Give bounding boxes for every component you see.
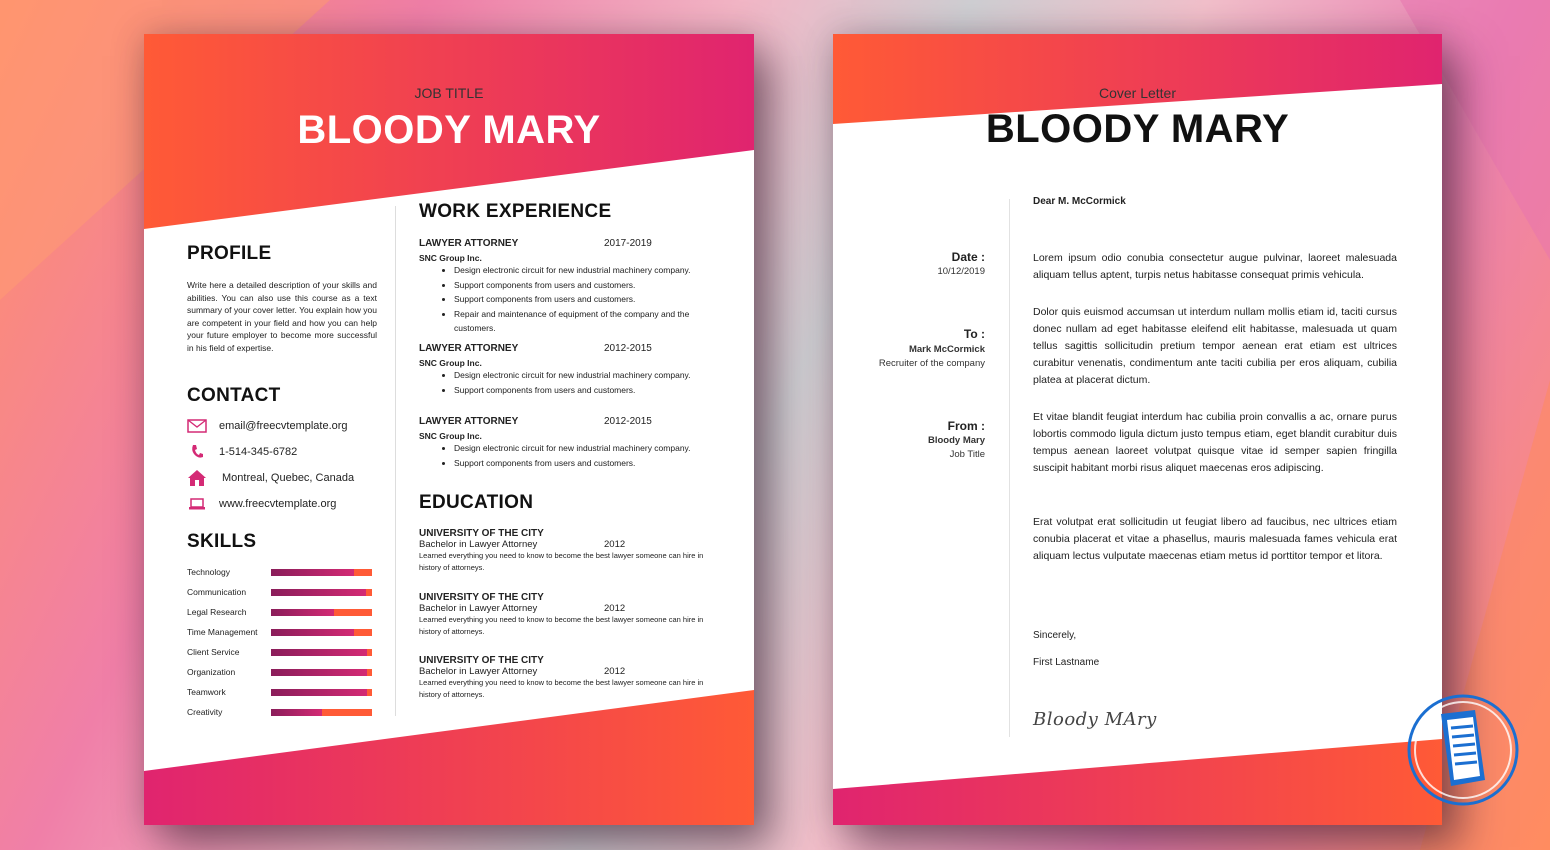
profile-text: Write here a detailed description of your skills and abilities. You can also use this course as a text summary of your cover letter. You explain how you are competent in your field and how you can help your future employer to become more successful in his field of expertise. [187, 280, 377, 353]
education-entry [419, 528, 719, 574]
edu-desc: Learned everything you need to know to become the best lawyer someone can hire in history of attorneys. [419, 678, 704, 699]
skill-bar [271, 609, 372, 616]
skill-bar-fill [271, 709, 322, 716]
salutation: Dear M. McCormick [1033, 196, 1126, 207]
phone-icon [187, 444, 207, 460]
skill-bar-fill [271, 669, 367, 676]
job-title: LAWYER ATTORNEY [419, 343, 519, 354]
skill-row [187, 642, 387, 662]
skills-heading: SKILLS [187, 531, 257, 552]
contact-email[interactable] [187, 416, 387, 436]
skill-bar [271, 669, 372, 676]
skill-label: Communication [187, 587, 247, 597]
date-label: Date : [951, 250, 985, 264]
contact-website[interactable] [187, 494, 387, 514]
skill-bar [271, 709, 372, 716]
job-years: 2017-2019 [604, 238, 652, 249]
skill-row [187, 602, 387, 622]
skill-label: Time Management [187, 627, 258, 637]
job-entry [419, 238, 729, 336]
work-heading: WORK EXPERIENCE [419, 201, 612, 222]
letter-paragraph: Et vitae blandit feugiat interdum hac cubilia proin convallis a ac, ornare purus lobortis commodo ligula dictum justo tempus etiam, eget blandit curabitur duis tempus aenean laoreet volutpat quisque vitae id semper sapien fringilla suscipit habitant morbi risus aliquet maecenas eros adipiscing. [1033, 411, 1397, 474]
to-name: Mark McCormick [908, 344, 985, 355]
edu-degree: Bachelor in Lawyer Attorney [419, 666, 538, 677]
skill-label: Organization [187, 667, 236, 677]
skill-bar [271, 589, 372, 596]
job-entry [419, 416, 729, 470]
skill-row [187, 622, 387, 642]
skill-row [187, 562, 387, 582]
job-title: JOB TITLE [414, 85, 484, 101]
job-bullet: • Support components from users and customers. [454, 383, 729, 398]
education-entry [419, 655, 719, 701]
document-logo-icon [1403, 690, 1523, 810]
resume-name: BLOODY MARY [297, 108, 601, 152]
skill-bar-fill [271, 609, 334, 616]
job-bullet: • Support components from users and customers. [454, 292, 729, 307]
skill-bar [271, 689, 372, 696]
column-divider [395, 206, 396, 716]
skill-bar-fill [271, 569, 354, 576]
edu-desc: Learned everything you need to know to become the best lawyer someone can hire in history of attorneys. [419, 615, 704, 636]
letter-paragraph: Lorem ipsum odio conubia consectetur augue pulvinar, laoreet malesuada aliquam tellus aptent, turpis netus habitasse consequat primis vehicula. [1033, 252, 1397, 281]
from-name: Bloody Mary [927, 435, 985, 446]
job-bullet: • Design electronic circuit for new industrial machinery company. [454, 368, 729, 383]
skills-list [187, 562, 387, 722]
letter-paragraph: Erat volutpat erat sollicitudin ut feugiat libero ad faucibus, nec ultrices etiam conubia placerat et vitae a phasellus, mauris malesuada fames vehicula erat aliquam lectus vulputate maecenas etiam metus id porttitor tempor et litora. [1033, 516, 1397, 562]
skill-bar-fill [271, 629, 354, 636]
skill-bar-fill [271, 649, 367, 656]
contact-text: email@freecvtemplate.org [219, 420, 348, 432]
skill-label: Creativity [187, 707, 223, 717]
contact-list [187, 416, 387, 514]
job-bullet: • Design electronic circuit for new industrial machinery company. [454, 263, 729, 278]
edu-school: UNIVERSITY OF THE CITY [419, 655, 544, 666]
date-value: 10/12/2019 [937, 266, 985, 277]
education-entry [419, 592, 719, 638]
job-years: 2012-2015 [604, 416, 652, 427]
skill-label: Legal Research [187, 607, 247, 617]
contact-phone[interactable] [187, 442, 387, 462]
from-role: Job Title [949, 449, 985, 460]
to-role: Recruiter of the company [878, 358, 985, 369]
skill-bar [271, 629, 372, 636]
job-bullet: • Design electronic circuit for new industrial machinery company. [454, 441, 729, 456]
edu-degree: Bachelor in Lawyer Attorney [419, 539, 538, 550]
contact-text: Montreal, Quebec, Canada [222, 472, 355, 484]
footer-band [833, 739, 1442, 825]
skill-bar [271, 569, 372, 576]
edu-year: 2012 [604, 666, 626, 677]
skill-bar-fill [271, 589, 366, 596]
edu-desc: Learned everything you need to know to become the best lawyer someone can hire in history of attorneys. [419, 551, 704, 572]
job-years: 2012-2015 [604, 343, 652, 354]
skill-row [187, 702, 387, 722]
watermark-logo [1403, 690, 1523, 810]
cover-letter-page [833, 34, 1442, 825]
skill-row [187, 682, 387, 702]
profile-heading: PROFILE [187, 243, 272, 264]
contact-text: www.freecvtemplate.org [219, 498, 337, 510]
job-title: LAWYER ATTORNEY [419, 238, 519, 249]
closing-name: First Lastname [1033, 657, 1100, 668]
edu-degree: Bachelor in Lawyer Attorney [419, 603, 538, 614]
letter-name: BLOODY MARY [985, 107, 1290, 151]
skill-row [187, 582, 387, 602]
edu-year: 2012 [604, 603, 626, 614]
resume-page [144, 34, 754, 825]
job-company: SNC Group Inc. [419, 431, 482, 441]
job-bullet: • Support components from users and customers. [454, 278, 729, 293]
contact-heading: CONTACT [187, 385, 281, 406]
contact-text: 1-514-345-6782 [219, 446, 298, 458]
signature: Bloody MAry [1033, 709, 1157, 730]
to-label: To : [963, 327, 985, 341]
skill-label: Teamwork [187, 687, 226, 697]
laptop-icon [187, 496, 207, 512]
skill-bar-fill [271, 689, 367, 696]
skill-bar [271, 649, 372, 656]
edu-school: UNIVERSITY OF THE CITY [419, 528, 544, 539]
skill-row [187, 662, 387, 682]
closing: Sincerely, [1033, 630, 1077, 641]
letter-subtitle: Cover Letter [1098, 85, 1177, 101]
job-company: SNC Group Inc. [419, 253, 482, 263]
edu-year: 2012 [604, 539, 626, 550]
email-icon [187, 418, 207, 434]
education-heading: EDUCATION [419, 492, 534, 513]
job-title: LAWYER ATTORNEY [419, 416, 519, 427]
column-divider [1009, 199, 1010, 737]
edu-school: UNIVERSITY OF THE CITY [419, 592, 544, 603]
skill-label: Client Service [187, 647, 240, 657]
job-bullet: • Support components from users and customers. [454, 456, 729, 471]
skill-label: Technology [187, 567, 231, 577]
home-icon [187, 470, 207, 486]
job-entry [419, 343, 729, 397]
job-company: SNC Group Inc. [419, 358, 482, 368]
job-bullet: • Repair and maintenance of equipment of the company and the customers. [454, 307, 729, 336]
contact-address [187, 468, 387, 488]
letter-paragraph: Dolor quis euismod accumsan ut interdum nullam mollis etiam id, taciti cursus donec nullam ad eget habitasse eleifend elit habitasse, malesuada ut quam tellus sagittis sollicitudin pretium tempor aenean erat etiam est ultrices curabitur venenatis, condimentum ante taciti cubilia per eros aliquam, cubilia platea at placerat dictum. [1033, 306, 1397, 386]
from-label: From : [947, 419, 985, 433]
